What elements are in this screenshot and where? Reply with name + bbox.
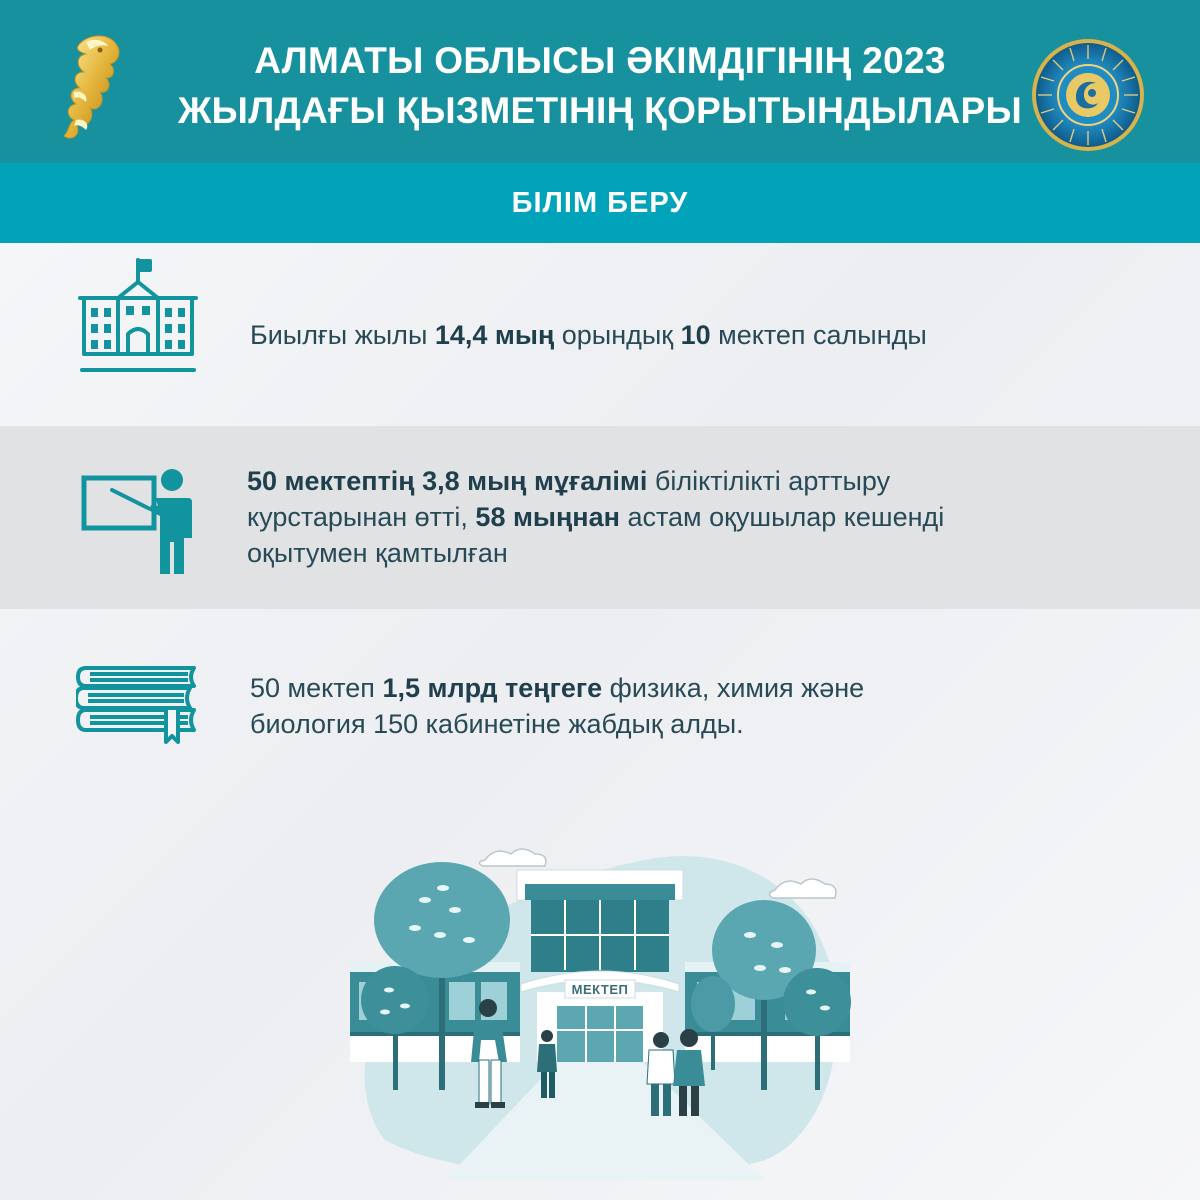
item-2-line-1 [247, 463, 1147, 499]
item-1-bold-1: 14,4 мың [434, 320, 555, 350]
header-bar [0, 0, 1200, 163]
title-line-2: ЖЫЛДАҒЫ ҚЫЗМЕТІНІҢ ҚОРЫТЫНДЫЛАРЫ [177, 90, 1023, 131]
item-3-part-2: физика, химия және [602, 673, 865, 703]
page-title [150, 36, 1050, 136]
item-2-bold-1: 50 мектептің 3,8 мың мұғалімі [247, 466, 648, 496]
section-title: БІЛІМ БЕРУ [511, 187, 689, 219]
section-band [0, 163, 1200, 243]
item-1-bold-2: 10 [680, 320, 711, 350]
item-2-line-3: оқытумен қамтылған [247, 538, 508, 568]
item-3-line-1 [250, 670, 1070, 706]
cloud-right [769, 879, 835, 898]
item-1-line [250, 317, 1150, 353]
item-2-line-2 [247, 499, 1147, 535]
item-3-text [250, 670, 1070, 742]
item-2-part-3: астам оқушылар кешенді [619, 502, 945, 532]
item-3-bold-1: 1,5 млрд теңгеге [382, 673, 603, 703]
books-stack-icon [76, 662, 200, 744]
item-2-part-2: курстарынан өтті, [247, 502, 476, 532]
item-1-text [250, 317, 1150, 353]
item-3-part-1: 50 мектеп [250, 673, 383, 703]
school-building-icon [78, 258, 198, 376]
item-2-part-1: біліктілікті арттыру [647, 466, 891, 496]
item-2-text [247, 463, 1147, 571]
cloud-left [479, 849, 545, 866]
snow-leopard-emblem-icon [56, 32, 128, 144]
item-1-part-1: Биылғы жылы [250, 320, 435, 350]
item-1-part-2: орындық [554, 320, 681, 350]
item-2-bold-2: 58 мыңнан [475, 502, 620, 532]
item-3-line-2: биология 150 кабинетіне жабдық алды. [250, 709, 744, 739]
school-sign: МЕКТЕП [571, 982, 629, 997]
item-1-part-3: мектеп салынды [710, 320, 927, 350]
school-building-illustration [345, 840, 865, 1180]
regional-seal-icon [1030, 37, 1146, 153]
title-line-1: АЛМАТЫ ОБЛЫСЫ ӘКІМДІГІНІҢ 2023 [254, 40, 946, 81]
teacher-board-icon [80, 466, 200, 576]
